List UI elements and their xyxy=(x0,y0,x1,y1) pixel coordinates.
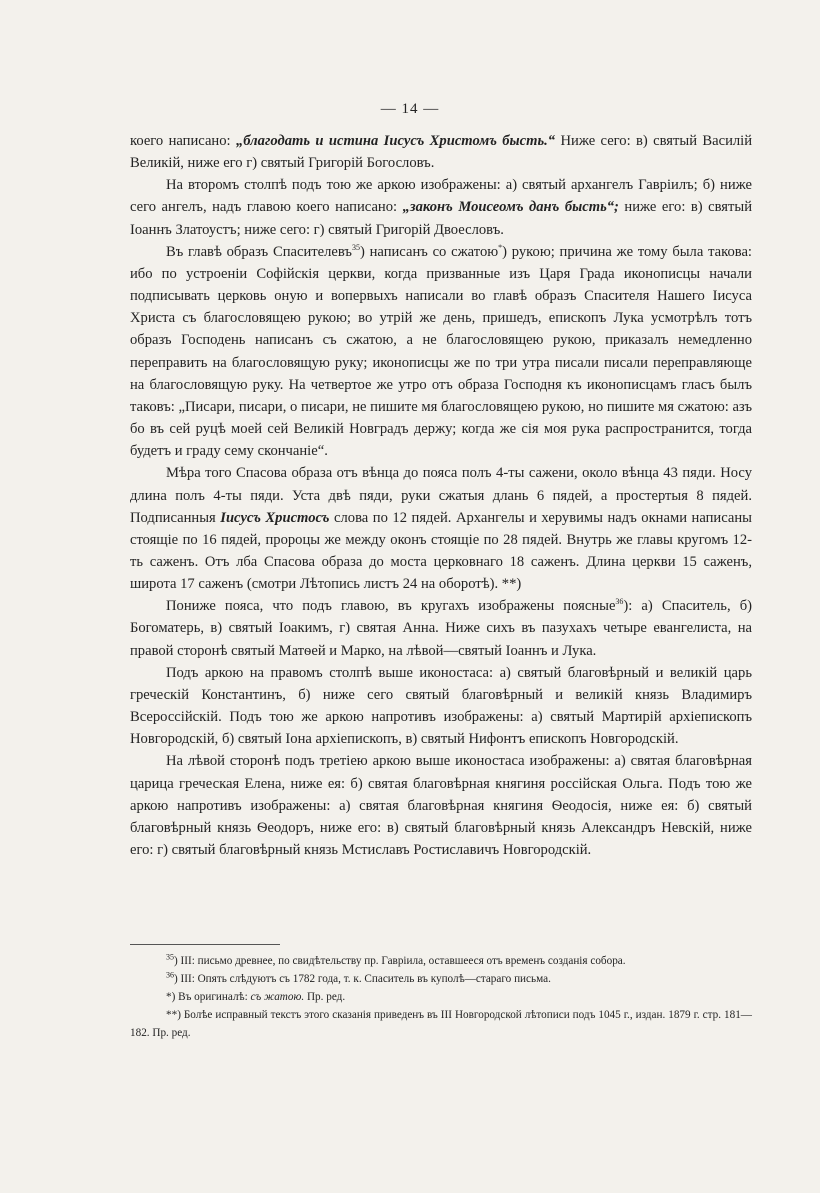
footnote: $^{36}$) III: Опять слѣдуютъ съ 1782 года, т. к. Спаситель въ куполѣ—стараго письма. xyxy=(166,970,551,985)
main-text xyxy=(130,130,752,861)
paragraph-4: Мѣра того Спасова образа отъ вѣнца до пояса полъ 4-ты сажени, около вѣнца 43 пяди. Носу длина полъ 4-ты пяди. Уста двѣ пяди, руки сжатыя длань 6 пядей, а простертыя 8 пядей. Подписанныя Іисусъ Христосъ слова по 12 пядей. Архангелы и херувимы надъ окнами написаны стоящіе по 16 пядей, пророцы же между оконъ стоящіе по 28 пядей. Внутрь же главы кругомъ 12-ть саженъ. Отъ лба Спасова образа до моста церковнаго 18 саженъ. Длина церкви 15 саженъ, широта 17 саженъ (смотри Лѣтопись листъ 24 на оборотѣ). **) xyxy=(130,465,752,593)
footnote: $^{35}$) III: письмо древнее, по свидѣтельству пр. Гавріила, оставшееся отъ временъ созданія собора. xyxy=(166,952,626,967)
paragraph-5: Пониже пояса, что подъ главою, въ кругахъ изображены поясные$^{36}$): а) Спаситель, б) Богоматерь, в) святый Іоакимъ, г) святая Анна. Ниже сихъ въ пазухахъ четыре евангелиста, на правой сторонѣ святый Матѳей и Марко, на лѣвой—святый Іоаннъ и Лука. xyxy=(130,597,752,659)
footnote-ref: 35 xyxy=(351,242,360,252)
footnotes xyxy=(130,952,752,1042)
footnote-divider xyxy=(130,944,280,945)
paragraph-6: Подъ аркою на правомъ столпѣ выше иконостаса: а) святый благовѣрный и великій царь греческій Константинъ, б) ниже сего святый благовѣрный и великій князь Владимиръ Всероссійскій. Подъ тою же аркою напротивъ изображены: а) святый Мартирій архіепископъ Новгородскій, б) святый Іона архіепископъ, в) святый Нифонтъ епископъ Новгородскій. xyxy=(130,664,752,748)
footnote: **) Болѣе исправный текстъ этого сказанія приведенъ въ III Новгородской лѣтописи подъ 1045 г., издан. 1879 г. стр. 181—182. Пр. ред. xyxy=(130,1009,752,1039)
paragraph-1: коего написано: „благодать и истина Іисусъ Христомъ бысть.“ Ниже сего: в) святый Василій Великій, ниже его г) святый Григорій Богословъ. xyxy=(130,133,753,172)
page-number: — 14 — xyxy=(380,101,440,117)
paragraph-3: Въ главѣ образъ Спасителевъ$^{35}$) написанъ со сжатою*) рукою; причина же тому была такова: ибо по устроеніи Софійскія церкви, когда призванные изъ Царя Града иконописцы начали подписывать церковь оную и вопервыхъ написали во главѣ образъ Спасителя Нашего Іисуса Христа съ благословящею рукою; во утрій же день, пришедъ, епископъ Лука усмотрѣлъ тотъ образъ Господень написанъ съ сжатою, а не благословящею рукою, приказалъ немедленно переправить на благословящую руку; иконописцы же по три утра писали писали переправляюще на благословящую руку. На четвертое же утро отъ образа Господня къ иконописцамъ гласъ былъ таковъ: „Писари, писари, о писари, не пишите мя благословящею рукою, но пишите мя сжатою: азъ бо въ сей руцѣ моей сей Великій Новградъ держу; когда же сія моя рука распространится, тогда будетъ и граду сему скончаніе“. xyxy=(130,242,752,460)
footnote-ref: 36 xyxy=(615,597,624,607)
footnote-ref: * xyxy=(498,242,503,252)
paragraph-7: На лѣвой сторонѣ подъ третіею аркою выше иконостаса изображены: а) святая благовѣрная царица греческая Елена, ниже ея: б) святая благовѣрная княгиня россійская Ольга. Подъ тою же аркою напротивъ изображены: а) святая благовѣрная княгиня Ѳеодосія, ниже ея: б) святый благовѣрный князь Ѳеодоръ, ниже его: в) святый благовѣрный князь Александръ Невскій, ниже его: г) святый благовѣрный князь Мстиславъ Ростиславичъ Новгородскій. xyxy=(130,753,752,858)
paragraph-2: На второмъ столпѣ подъ тою же аркою изображены: а) святый архангелъ Гавріилъ; б) ниже сего ангелъ, надъ главою коего написано: „законъ Моисеомъ данъ бысть“; ниже его: в) святый Іоаннъ Златоустъ; ниже сего: г) святый Григорій Двоесловъ. xyxy=(130,177,753,238)
footnote: *) Въ оригиналѣ: съ жатою. Пр. ред. xyxy=(166,991,346,1003)
